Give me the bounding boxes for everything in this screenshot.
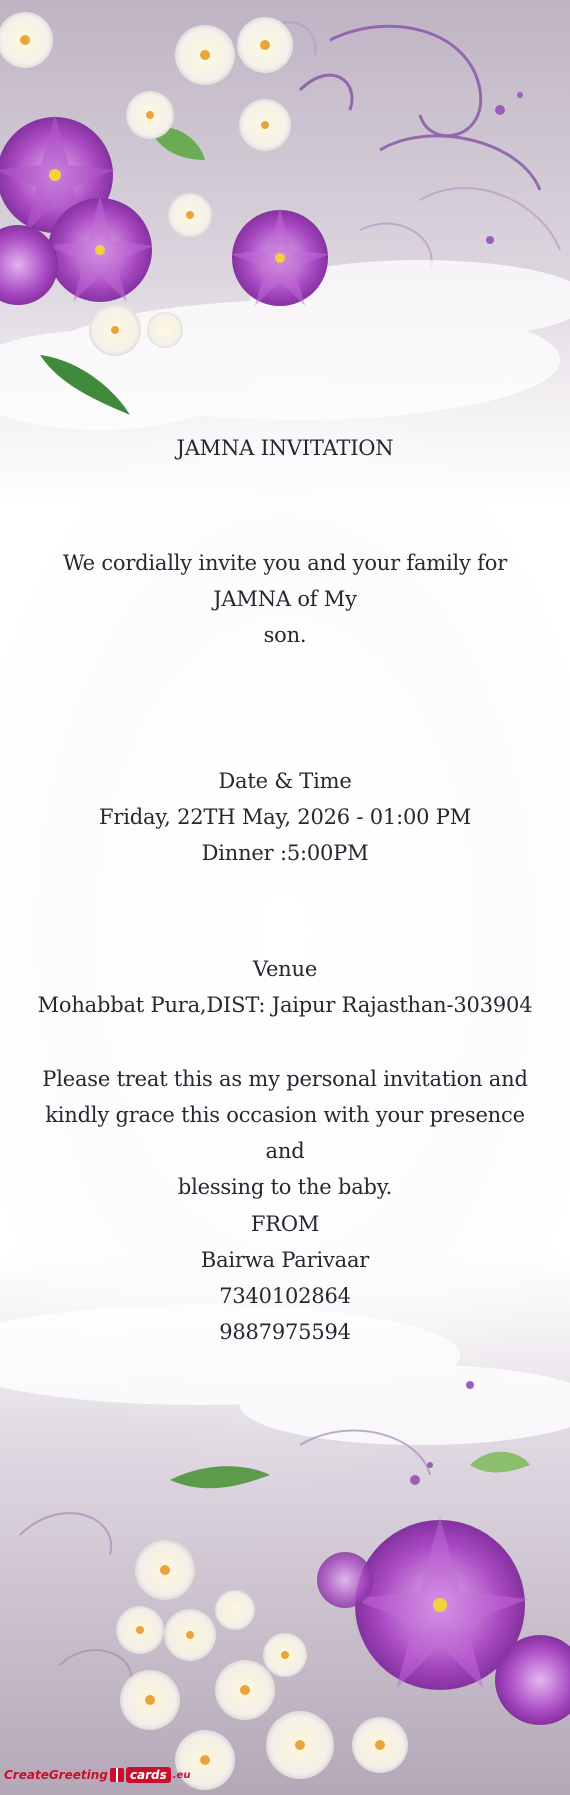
personal-note: [0, 1061, 570, 1205]
floral-decoration-top: [0, 0, 570, 470]
phone-number-1: 7340102864: [219, 1284, 351, 1308]
note-line: kindly grace this occasion with your presence and: [45, 1103, 525, 1163]
invite-line: We cordially invite you and your family for: [62, 551, 508, 575]
brand-name-part: cards: [126, 1767, 171, 1783]
venue-address: Mohabbat Pura,DIST: Jaipur Rajasthan-303904: [37, 993, 533, 1017]
note-line: Please treat this as my personal invitation and: [42, 1067, 528, 1091]
gift-icon: [110, 1768, 124, 1782]
sender-name: Bairwa Parivaar: [200, 1248, 370, 1272]
venue-section: [0, 951, 570, 1023]
event-date: Friday, 22TH May, 2026 - 01:00 PM: [99, 805, 471, 829]
date-time-section: [0, 763, 570, 871]
from-heading: FROM: [250, 1212, 320, 1236]
dinner-time: Dinner :5:00PM: [201, 841, 369, 865]
brand-domain: .eu: [172, 1769, 191, 1781]
invitation-title: JAMNA INVITATION: [176, 436, 394, 460]
brand-name-part: CreateGreeting: [4, 1768, 108, 1782]
invitation-message: [0, 545, 570, 653]
date-time-heading: Date & Time: [218, 769, 352, 793]
note-line: blessing to the baby.: [177, 1175, 393, 1199]
invite-line: JAMNA of My: [213, 587, 357, 611]
venue-heading: Venue: [252, 957, 318, 981]
from-section: [0, 1206, 570, 1350]
phone-number-2: 9887975594: [219, 1320, 351, 1344]
brand-watermark-link[interactable]: [4, 1763, 190, 1787]
invite-line: son.: [263, 623, 307, 647]
